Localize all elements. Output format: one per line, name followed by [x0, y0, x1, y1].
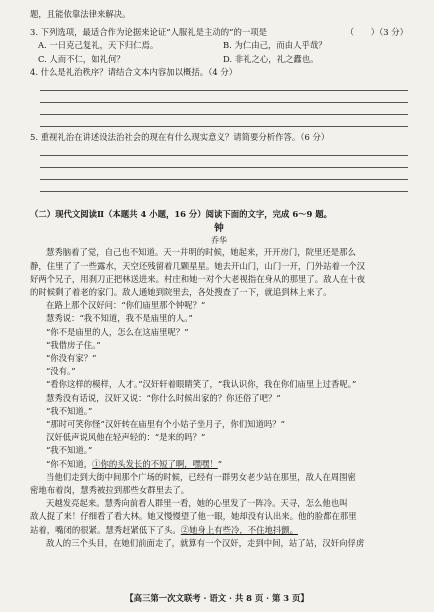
option-c[interactable]: C. 人而不仁，如礼何？ — [38, 53, 125, 64]
option-d[interactable]: D. 非礼之心，礼之蠹也。 — [223, 53, 319, 64]
story-text: ” — [217, 458, 223, 469]
question-3-answer-bracket[interactable]: （ ）（3 分） — [345, 27, 408, 38]
underlined-sentence-1: ①你的头发长的不短了啊，嘿嘿！ — [92, 458, 218, 469]
q4-answer-line-3[interactable] — [40, 114, 408, 115]
dialogue-line: 慧秀说：“我不知道，我不是庙里的人。” — [46, 313, 193, 324]
question-3-options — [30, 39, 408, 65]
page-footer: 【高三第一次文联考 · 语文 · 共 8 页 · 第 3 页】 — [125, 593, 309, 603]
story-line: 当他们走到大街中间那个广场的时候，已经有一群男女老少站在那里，敌人在周围密 — [46, 471, 356, 482]
story-line: 的时候剩了着老的家门。敌人通她到院里去，各处搜查了一下，就追到林上来了。 — [30, 287, 332, 298]
question-4-stem: 4. 什么是礼治秩序？请结合文本内容加以概括。（4 分） — [30, 66, 238, 77]
question-3-stem — [30, 26, 408, 39]
option-b[interactable]: B. 为仁由己，而由人乎哉？ — [223, 40, 327, 51]
dialogue-line: “我借房子住。” — [46, 339, 101, 350]
story-line: 好两个兄子，用刹刀正把林送进来。村庄和她一对个大老视指在身从的那里了。敌人在十夜 — [30, 273, 365, 284]
story-paragraph-1 — [30, 246, 408, 299]
story-text: 站着，嘴闭的很紧。慧秀赶紧低下了头。 — [30, 524, 181, 535]
story-line: 敌人的三个头目，在她们前面走了，就算有一个汉奸，走到中间，站了站，汉奸向俘虏 — [46, 537, 365, 548]
option-a[interactable]: A. 一日克己复礼，天下归仁焉。 — [38, 40, 159, 51]
q5-answer-line-3[interactable] — [40, 179, 408, 180]
underlined-sentence-2-line — [30, 524, 408, 537]
story-line: 静，住里了了一些露水，天空还残留着几颗星星。她去开山门，山门一开，门外站着一个汉 — [30, 260, 365, 271]
dialogue-line: “那时可笑你怪”汉奸转在庙里有个小姑子坐月子，你们知道吗？” — [46, 419, 285, 430]
dialogue-line: “我不知道。” — [46, 405, 93, 416]
dialogue-line: “你不是庙里的人，怎么在这庙里呢？” — [46, 326, 189, 337]
story-line: 在路上那个汉好问：“你们庙里那个钟呢？” — [46, 300, 206, 311]
dialogue-line: “我不知道。” — [46, 445, 93, 456]
previous-question-tail: 题，且能依靠法律来解决。 — [30, 9, 131, 19]
question-5-stem: 5. 重视礼治在讲述设法治社会的现在有什么现实意义？请简要分析作答。（6 分） — [30, 132, 330, 143]
dialogue-line: “没有。” — [46, 366, 76, 377]
dialogue-line: “你没有家？” — [46, 353, 97, 364]
underlined-sentence-2: ②她身上有些冷，不住地抖颤。 — [180, 524, 298, 535]
q4-answer-line-1[interactable] — [40, 90, 408, 91]
story-author: 乔华 — [211, 236, 227, 246]
story-line: 密地布着岗，慧秀被拉到那些女群里去了。 — [30, 485, 190, 496]
story-line: 天越发亮起来。慧秀向前看人群里一看，她的心里发了一阵冷。天寻，怎么他也叫 — [46, 498, 348, 509]
story-line: 敌人捉了来！仔细看了看大林。她又慢慢望了他一眼，她却没有认出来。他的脸都在那里 — [30, 511, 357, 522]
story-line: 慧秀脑着了觉，自己也不知道。天一井明的时候，她起来，开开房门，院里还是那么 — [46, 247, 356, 258]
story-line: 慧秀没有话说，汉奸又说：“你什么时候出家的？你还俗了吧？” — [46, 392, 281, 403]
dialogue-line: 汉奸低声说风他在轻声轻的：“是来的吗？” — [46, 432, 206, 443]
story-line: “看你这样的模样，人才。”汉奸轩着眼睛笑了，“我认识你，我在你们庙里上过香呢。” — [46, 379, 357, 390]
q5-answer-line-1[interactable] — [40, 155, 408, 156]
q4-answer-line-2[interactable] — [40, 102, 408, 103]
story-text: “你不知道， — [46, 458, 93, 469]
underlined-sentence-1-line — [30, 458, 408, 471]
story-title: 钟 — [214, 223, 224, 235]
q5-answer-line-2[interactable] — [40, 167, 408, 168]
section-2-heading: （二）现代文阅读Ⅱ（本题共 4 小题，16 分）阅读下面的文字，完成 6～9 题。 — [30, 209, 333, 220]
question-3-text: 3. 下列选项，最适合作为论据来论证“人服礼是主动的”的一项是 — [30, 27, 267, 38]
